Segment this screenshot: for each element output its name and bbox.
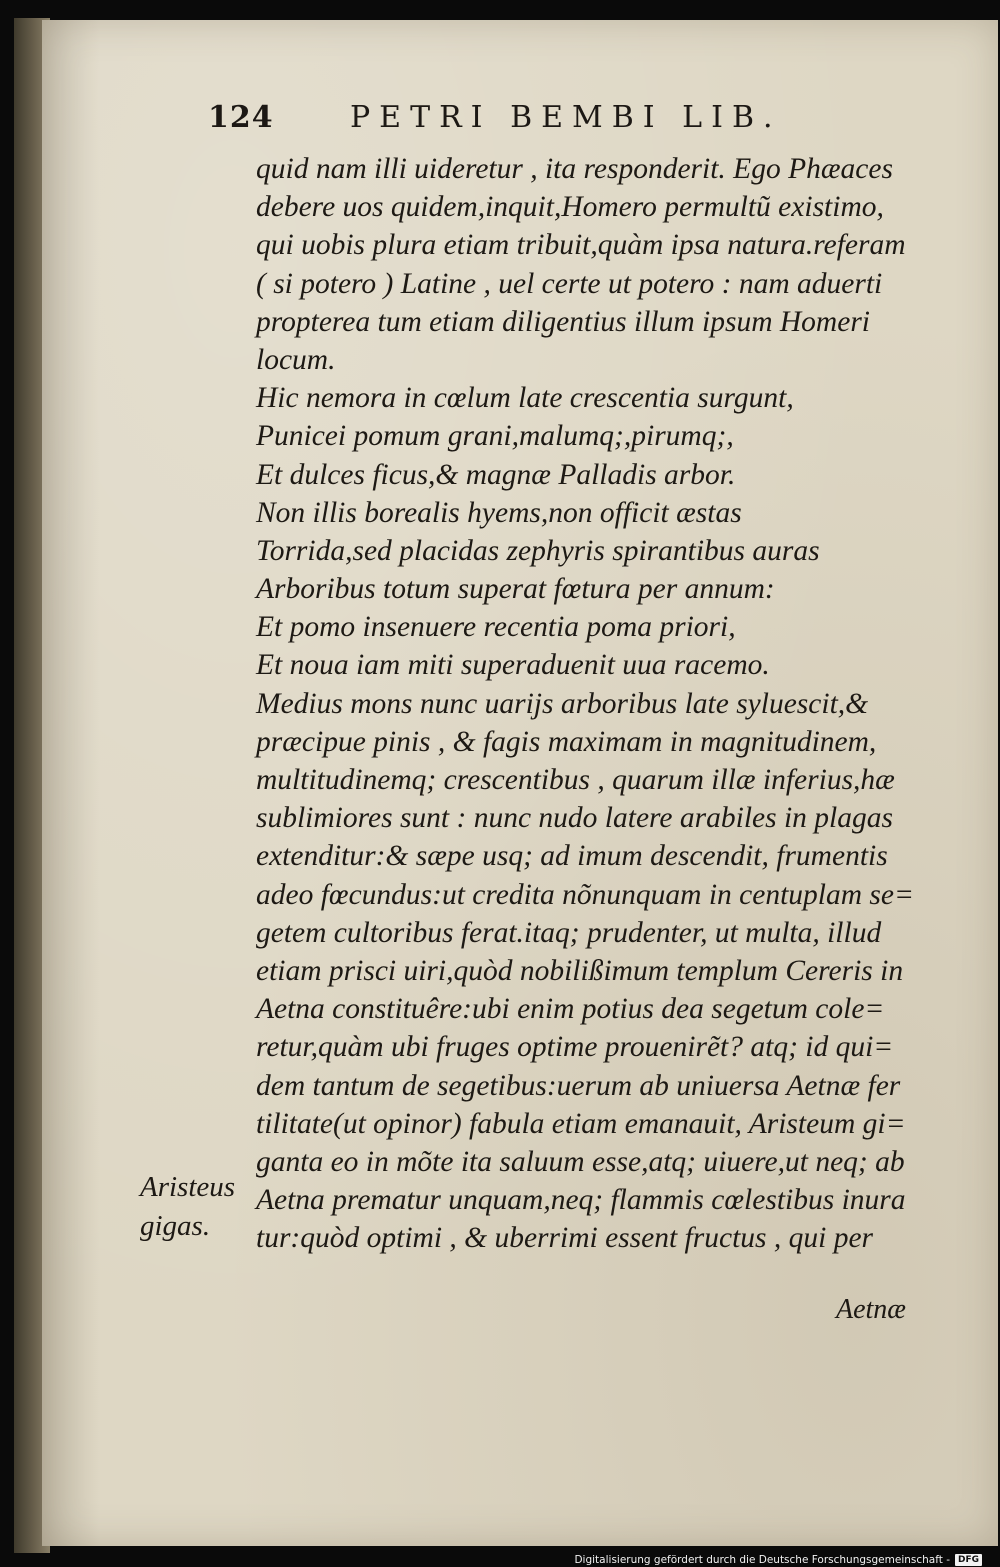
verse-line: Et dulces ficus,& magnæ Palladis arbor. bbox=[256, 458, 736, 491]
verse-line: Et noua iam miti superaduenit uua racemo. bbox=[256, 649, 770, 682]
credit-text: Digitalisierung gefördert durch die Deutsche Forschungsgemeinschaft - bbox=[574, 1553, 950, 1566]
text-line: Aetna constituêre:ubi enim potius dea segetum cole= bbox=[256, 993, 885, 1026]
text-line: extenditur:& sæpe usq; ad imum descendit, frumentis bbox=[256, 840, 888, 873]
dfg-logo: DFG bbox=[955, 1554, 982, 1566]
text-line: locum. bbox=[256, 343, 336, 376]
text-line: quid nam illi uideretur , ita responderit. Ego Phæaces bbox=[256, 153, 893, 185]
verse-line: Arboribus totum superat fœtura per annum: bbox=[256, 573, 775, 606]
main-text bbox=[256, 150, 946, 1257]
page-number: 124 bbox=[208, 100, 274, 135]
text-line: Medius mons nunc uarijs arboribus late syluescit,& bbox=[256, 687, 869, 720]
text-line: Aetna prematur unquam,neq; flammis cœlestibus inura bbox=[256, 1184, 906, 1217]
text-line: tur:quòd optimi , & uberrimi essent fructus , qui per bbox=[256, 1222, 874, 1255]
verse-line: Non illis borealis hyems,non officit æstas bbox=[256, 496, 742, 529]
margin-note-line: gigas. bbox=[140, 1209, 211, 1242]
margin-note bbox=[140, 1168, 250, 1245]
text-line: debere uos quidem,inquit,Homero permultũ existimo, bbox=[256, 191, 884, 224]
text-line: retur,quàm ubi fruges optime prouenirẽt? atq; id qui= bbox=[256, 1031, 894, 1064]
running-head: PETRI BEMBI LIB. bbox=[350, 100, 782, 135]
text-line: ( si potero ) Latine , uel certe ut potero : nam aduerti bbox=[256, 267, 883, 300]
text-line: dem tantum de segetibus:uerum ab uniuersa Aetnæ fer bbox=[256, 1069, 901, 1102]
text-line: sublimiores sunt : nunc nudo latere arabiles in plagas bbox=[256, 802, 893, 835]
verse-line: Et pomo insenuere recentia poma priori, bbox=[256, 611, 736, 644]
verse-line: Hic nemora in cœlum late crescentia surgunt, bbox=[256, 382, 794, 415]
margin-note-line: Aristeus bbox=[140, 1171, 236, 1203]
verse-line: Punicei pomum grani,malumq;,pirumq;, bbox=[256, 420, 734, 453]
catchword: Aetnæ bbox=[836, 1294, 906, 1325]
text-line: propterea tum etiam diligentius illum ipsum Homeri bbox=[256, 305, 870, 338]
text-line: etiam prisci uiri,quòd nobilißimum templum Cereris in bbox=[256, 954, 904, 987]
text-line: getem cultoribus ferat.itaq; prudenter, ut multa, illud bbox=[256, 916, 882, 949]
text-line: qui uobis plura etiam tribuit,quàm ipsa natura.referam bbox=[256, 229, 906, 262]
text-line: adeo fœcundus:ut credita nõnunquam in centuplam se= bbox=[256, 878, 914, 911]
text-line: ganta eo in mõte ita saluum esse,atq; uiuere,ut neq; ab bbox=[256, 1145, 905, 1178]
page-header bbox=[208, 98, 808, 142]
text-line: præcipue pinis , & fagis maximam in magnitudinem, bbox=[256, 725, 877, 758]
text-line: multitudinemq; crescentibus , quarum illæ inferius,hæ bbox=[256, 764, 895, 796]
text-line: tilitate(ut opinor) fabula etiam emanauit, Aristeum gi= bbox=[256, 1107, 906, 1140]
verse-line: Torrida,sed placidas zephyris spirantibus auras bbox=[256, 534, 820, 567]
digitization-credit bbox=[574, 1552, 982, 1567]
